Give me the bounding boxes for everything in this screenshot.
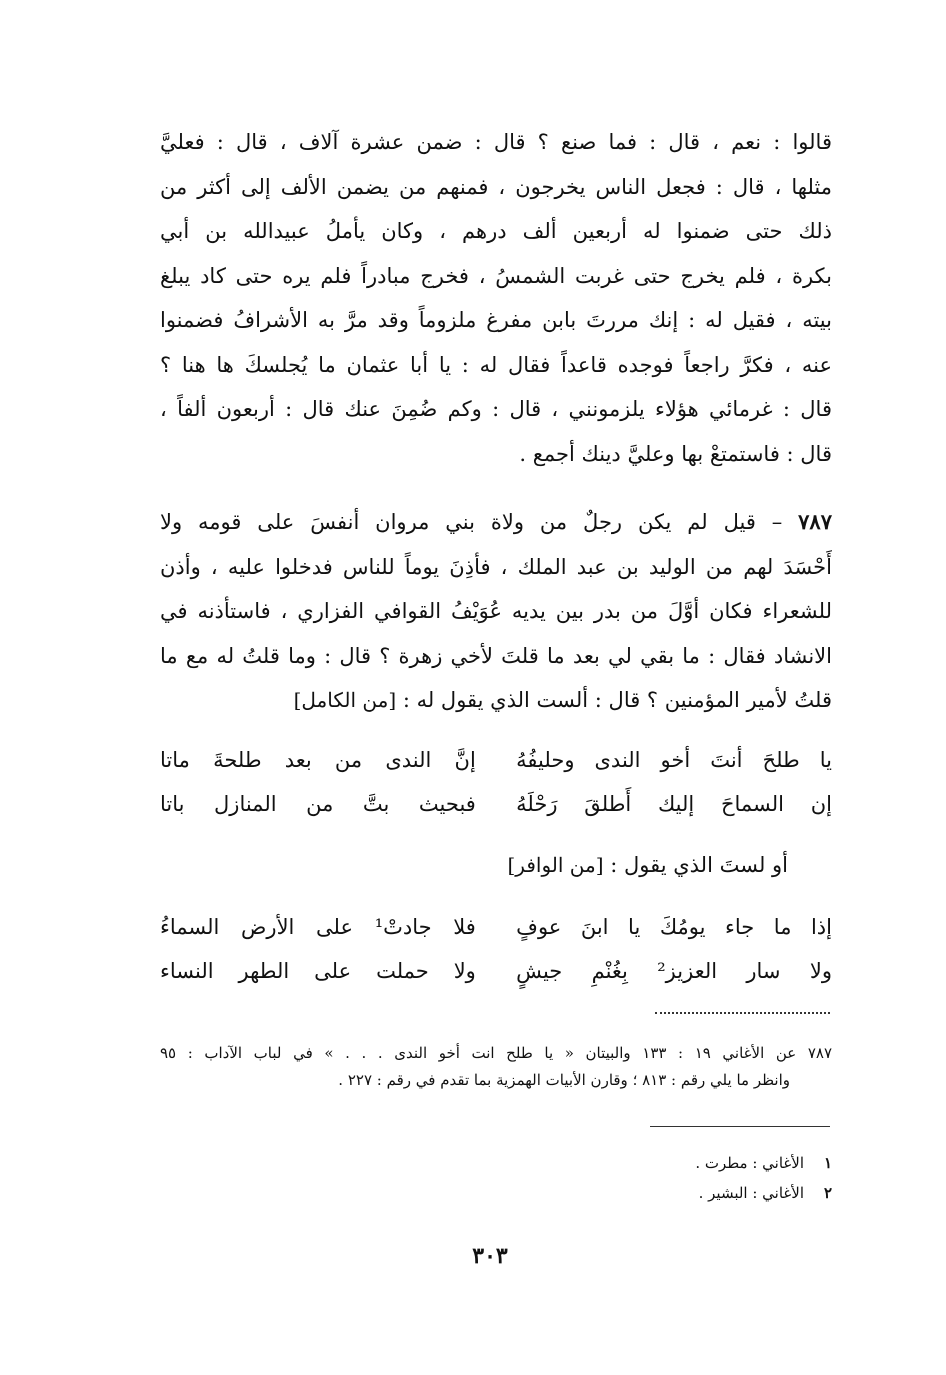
last-line-text: قلتُ لأمير المؤمنين ؟ قال : ألست الذي يقول له :: [396, 688, 832, 712]
footnote-number: ١: [823, 1154, 832, 1172]
footnote-text: الأغاني : مطرت .: [695, 1154, 804, 1172]
verse-line: [160, 905, 832, 949]
paragraph-1: [160, 120, 832, 476]
entry-787-paragraph: [160, 500, 832, 723]
paragraph-line: قال : فاستمتعْ بها وعليَّ دينك أجمع .: [519, 441, 832, 466]
paragraph-line: بكرة ، فلم يخرج حتى غربت الشمسُ ، فخرج مبادراً فلم يره حتى كاد يبلغ: [160, 263, 832, 288]
poem-kamil: [160, 738, 832, 826]
meter-tag: [من الوافر]: [507, 853, 604, 877]
footnotes: [600, 1148, 832, 1208]
verse-first-hemistich: ولا سار العزيز² بِغُنْمِ جيشٍ: [516, 959, 832, 983]
dotted-separator: [655, 1012, 830, 1014]
paragraph-last-line: [160, 678, 832, 723]
verse-second-hemistich: إنَّ الندى من بعد طلحةَ ماتا: [160, 748, 476, 772]
verse-second-hemistich: فبحيث بتَّ من المنازل باتا: [160, 792, 476, 816]
footnote-text: الأغاني : البشير .: [698, 1184, 804, 1202]
entry-number: ٧٨٧: [798, 509, 832, 534]
paragraph-line: للشعراء فكان أوَّلَ من بدر بين يديه عُوَيْفُ القوافي الفزاري ، فاستأذنه في: [160, 599, 832, 623]
verse-line: [160, 782, 832, 826]
paragraph-line: قالوا : نعم ، قال : فما صنع ؟ قال : ضمن عشرة آلاف ، قال : فعليَّ: [160, 130, 832, 154]
poem-intro: [160, 845, 788, 885]
footnote-separator: [650, 1126, 830, 1127]
footnote: [600, 1178, 832, 1208]
verse-second-hemistich: ولا حملت على الطهر النساء: [160, 959, 476, 983]
paragraph-line: ذلك حتى ضمنوا له أربعين ألف درهم ، وكان يأملُ عبيدالله بن أبي: [160, 219, 832, 243]
poem-intro-text: أو لستَ الذي يقول :: [603, 853, 788, 877]
verse-first-hemistich: يا طلحَ أنتَ أخو الندى وحليفُهُ: [516, 748, 832, 772]
paragraph-line: عنه ، فكرَّ راجعاً فوجده قاعداً فقال له : يا أبا عثمان ما يُجلسكَ ها هنا ؟: [160, 352, 832, 377]
source-note-line: ٧٨٧ عن الأغاني ١٩ : ١٣٣ والبيتان « يا طلح انت أخو الندى . . . » في لباب الآداب : ٩٥: [160, 1044, 832, 1062]
paragraph-line: مثلها ، قال : فجعل الناس يخرجون ، فمنهم من يضمن الألف إلى أكثر من: [160, 174, 832, 199]
poem-wafir: [160, 905, 832, 993]
paragraph-line: قال : غرمائي هؤلاء يلزمونني ، قال : وكم ضُمِنَ عنك قال : أربعون ألفاً ،: [160, 397, 832, 421]
paragraph-line: أَحْسَدَ لهم من الوليد بن عبد الملك ، فأذِنَ يوماً للناس فدخلوا عليه ، وأذن: [160, 554, 832, 579]
footnote-number: ٢: [823, 1184, 832, 1202]
verse-second-hemistich: فلا جادتْ¹ على الأرض السماءُ: [160, 915, 476, 939]
page-number: ٣٠٣: [472, 1243, 508, 1269]
entry-first-line-text: – قيل لم يكن رجلٌ من ولاة بني مروان أنفسَ على قومه ولا: [160, 510, 799, 534]
verse-first-hemistich: إذا ما جاء يومُكَ يا ابنَ عوفٍ: [516, 915, 832, 939]
paragraph-line: الانشاد فقال : ما بقي لي بعد ما قلتَ لأخي زهرة ؟ قال : وما قلتُ له مع ما: [160, 643, 832, 668]
verse-line: [160, 738, 832, 782]
verse-line: [160, 949, 832, 993]
verse-first-hemistich: إن السماحَ إليك أَطلقَ رَحْلَهُ: [516, 792, 832, 816]
source-note-line: وانظر ما يلي رقم : ٨١٣ ؛ وقارن الأبيات الهمزية بما تقدم في رقم : ٢٢٧ .: [338, 1071, 790, 1089]
meter-tag: [من الكامل]: [293, 688, 397, 712]
paragraph-line: بيته ، فقيل له : إنك مررتَ بابن مفرغ ملزوماً وقد مرَّ به الأشرافُ فضمنوا: [160, 308, 832, 332]
footnote: [600, 1148, 832, 1178]
entry-first-line: [160, 500, 832, 545]
source-note: [160, 1040, 832, 1094]
